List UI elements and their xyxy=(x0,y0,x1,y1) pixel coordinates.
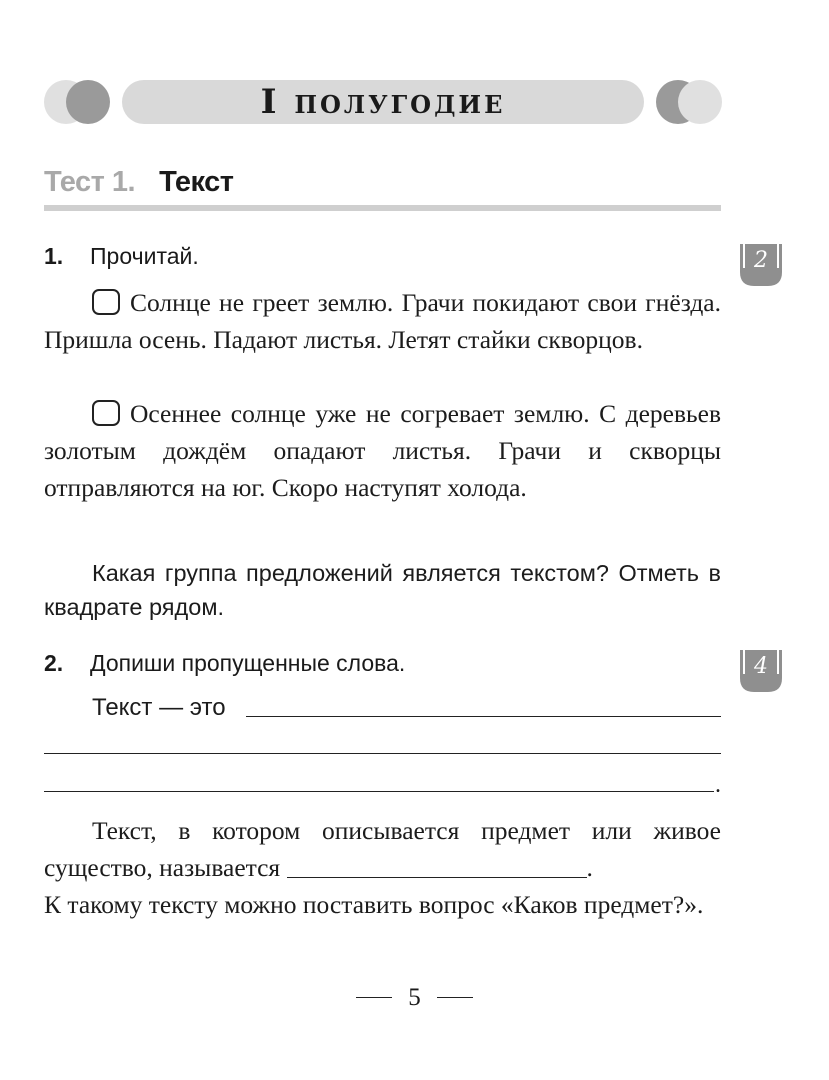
page-number: 5 xyxy=(408,984,421,1011)
definition-answer-line-2[interactable] xyxy=(44,753,721,754)
test-heading xyxy=(44,166,233,199)
page-number-footer xyxy=(0,984,829,1012)
task1-question-text: Какая группа предложений является текстом? Отметь в квадрате рядом. xyxy=(44,560,721,620)
option-a-paragraph xyxy=(44,284,721,358)
task2-score: 4 xyxy=(754,654,768,679)
description-text: Текст, в котором описывается предмет или живое существо, называется xyxy=(44,816,721,882)
page-number-dash-left xyxy=(356,997,392,998)
task1-score: 2 xyxy=(754,248,768,273)
task1-question xyxy=(44,556,721,624)
decor-circle-left-inner xyxy=(66,80,110,124)
option-a-text: Солнце не греет землю. Грачи покидают свои гнёзда. Пришла осень. Падают листья. Летят стайки скворцов. xyxy=(44,288,721,354)
task1-instruction: Прочитай. xyxy=(90,243,199,269)
description-answer-line[interactable] xyxy=(287,876,587,878)
definition-answer-line-3[interactable] xyxy=(44,791,714,792)
option-b-paragraph xyxy=(44,395,721,506)
task2-instruction: Допиши пропущенные слова. xyxy=(90,650,406,676)
question-paragraph xyxy=(44,886,721,923)
option-a-checkbox[interactable] xyxy=(92,289,120,315)
section-banner xyxy=(44,80,722,124)
option-b-text: Осеннее солнце уже не согревает землю. С деревьев золотым дождём опадают листья. Грачи и скворцы отправляются на юг. Скоро наступят холода. xyxy=(44,399,721,502)
task1-number: 1. xyxy=(44,243,64,269)
description-paragraph xyxy=(44,812,721,886)
banner-title: I полугодие xyxy=(260,82,506,122)
definition-answer-line-1[interactable] xyxy=(246,716,721,717)
page-number-dash-right xyxy=(437,997,473,998)
banner-pill xyxy=(122,80,644,124)
test-number: Тест 1. xyxy=(44,166,136,198)
definition-start: Текст — это xyxy=(92,694,226,721)
task2-number: 2. xyxy=(44,650,64,676)
decor-circle-right-outer xyxy=(678,80,722,124)
task1-title xyxy=(44,243,199,270)
option-b-checkbox[interactable] xyxy=(92,400,120,426)
heading-rule xyxy=(44,205,721,211)
task2-score-badge xyxy=(738,648,784,694)
definition-end: . xyxy=(715,772,721,798)
question-sentence: К такому тексту можно поставить вопрос «Каков предмет?». xyxy=(44,890,704,919)
task2-title xyxy=(44,650,405,677)
task1-score-badge xyxy=(738,242,784,288)
description-end: . xyxy=(586,853,593,882)
test-name: Текст xyxy=(159,166,234,198)
